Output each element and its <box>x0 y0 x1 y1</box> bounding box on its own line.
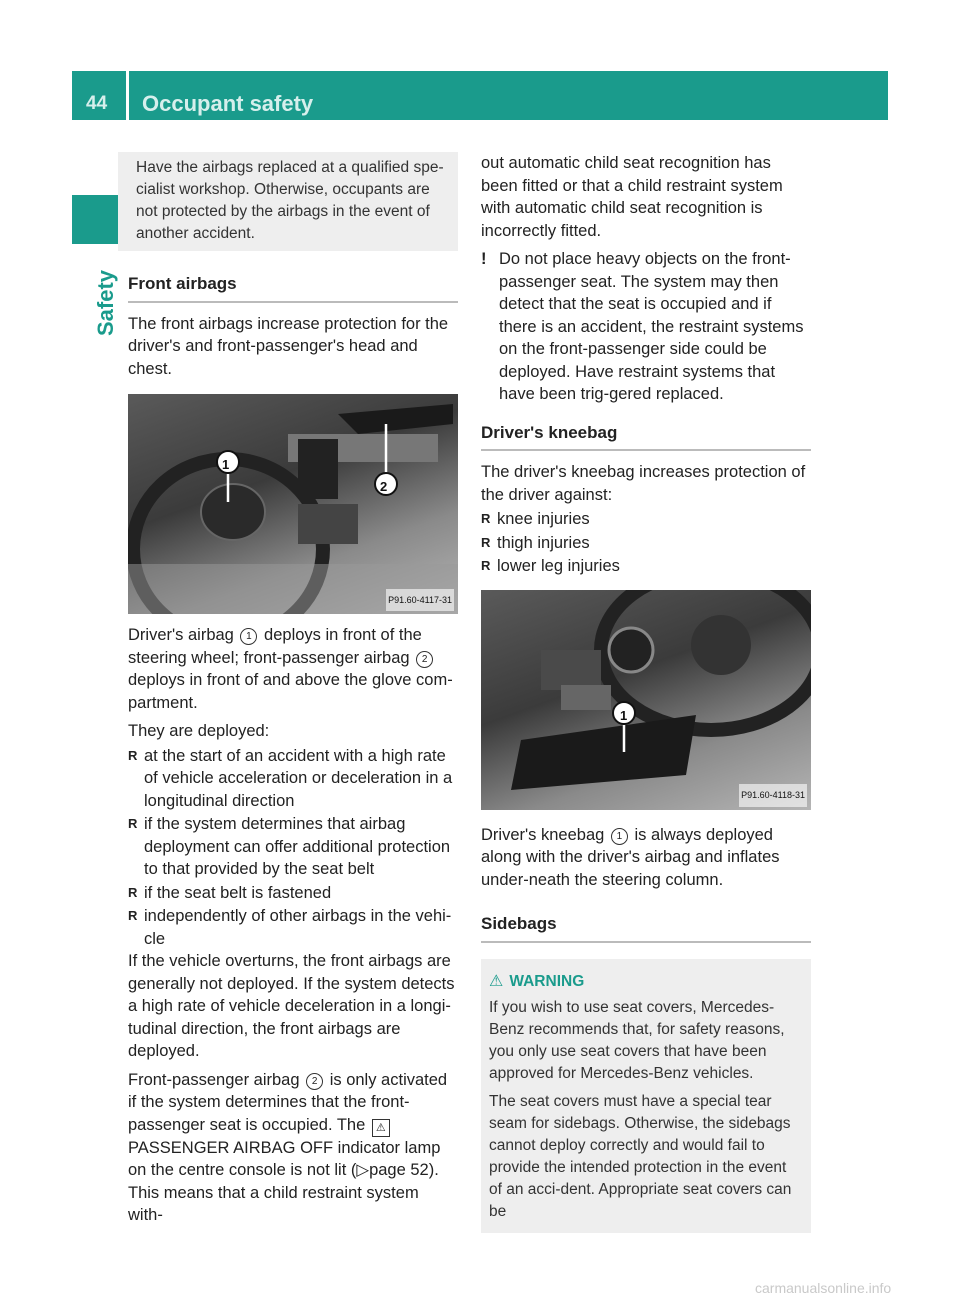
callout-ref-2: 2 <box>306 1073 323 1090</box>
header-bar <box>72 71 888 120</box>
caution-text: Do not place heavy objects on the front-passenger seat. The system may then detect that the seat is occupied and if there is an accident, the restraint systems on the front-passenger side could be deployed. Have restraint systems that have been trig-gered replaced. <box>499 250 804 403</box>
callout-ref-1: 1 <box>240 628 257 645</box>
callout-1: 1 <box>620 707 628 723</box>
fp-text-2: is only activated if the system determines that the front-passenger seat is occupied. The <box>128 1070 448 1134</box>
deployed-label: They are deployed: <box>128 722 270 740</box>
right-column <box>481 152 811 1233</box>
photo-code: P91.60-4118-31 <box>739 784 807 807</box>
warning-paragraph-1: If you wish to use seat covers, Mercedes-Benz recommends that, for safety reasons, you only use seat covers that have been approved for Mercedes-Benz vehicles. <box>489 998 785 1082</box>
photo-code: P91.60-4117-31 <box>386 589 454 612</box>
exclamation-icon: ! <box>481 250 487 268</box>
list-item: R thigh injuries <box>481 532 811 555</box>
driver-airbag-paragraph <box>128 624 458 714</box>
driver-airbag-text: Driver's airbag <box>128 626 234 644</box>
header-divider <box>126 71 129 120</box>
driver-airbag-text-2: deploys in front of the steering wheel; front-passenger airbag <box>128 626 422 667</box>
kneebag-photo <box>481 590 811 810</box>
fp-text-4: ). <box>428 1161 439 1179</box>
left-column <box>128 152 458 1233</box>
caution-note <box>481 248 811 406</box>
dashboard-illustration <box>128 394 458 614</box>
kneebag-intro: The driver's kneebag increases protection of the driver against: <box>481 463 806 504</box>
callout-ref-1: 1 <box>611 828 628 845</box>
callout-ref-2: 2 <box>416 651 433 668</box>
section-side-label <box>91 258 121 348</box>
kneebag-text: Driver's kneebag <box>481 825 605 844</box>
kneebag-text-2: is always deployed along with the driver's airbag and inflates under-neath the steering column. <box>481 825 780 889</box>
callout-2: 2 <box>380 479 388 494</box>
front-airbags-photo <box>128 394 458 614</box>
page-title: Occupant safety <box>142 91 314 116</box>
page-ref-arrow-icon: ▷ <box>356 1161 370 1179</box>
warning-header <box>489 971 801 993</box>
watermark: carmanualsonline.info <box>755 1280 892 1296</box>
kneebag-illustration <box>481 590 811 810</box>
note-box <box>118 152 458 251</box>
warning-box <box>481 959 811 1233</box>
kneebag-heading: Driver's kneebag <box>481 422 811 452</box>
list-item: R at the start of an accident with a high rate of vehicle acceleration or deceleration in a longitudinal direction <box>128 745 458 813</box>
note-text: Have the airbags replaced at a qualified spe-cialist workshop. Otherwise, occupants are not protected by the airbags in the event of another accident. <box>136 159 444 242</box>
warning-label: WARNING <box>509 972 585 990</box>
list-item: R knee injuries <box>481 508 811 531</box>
list-item: R independently of other airbags in the vehi-cle <box>128 905 458 950</box>
continued-paragraph: out automatic child seat recognition has been fitted or that a child restraint system with automatic child seat recognition is incorrectly fitted. <box>481 154 783 240</box>
fp-text: Front-passenger airbag <box>128 1070 300 1089</box>
section-side-label-text: Safety <box>93 269 118 337</box>
list-item: R if the seat belt is fastened <box>128 882 458 905</box>
page-ref-link[interactable]: page 52 <box>369 1161 429 1179</box>
section-tab-marker <box>72 195 121 244</box>
front-passenger-paragraph <box>128 1069 458 1182</box>
warning-paragraph-2: The seat covers must have a special tear seam for sidebags. Otherwise, the sidebags cannot deploy correctly and would fail to provide the intended protection in the event of an acci-dent. Appropriate seat covers can be <box>489 1092 792 1220</box>
kneebag-paragraph <box>481 824 811 892</box>
list-item: R lower leg injuries <box>481 555 811 578</box>
callout-1: 1 <box>222 457 230 472</box>
driver-airbag-text-3: deploys in front of and above the glove com-partment. <box>128 671 453 712</box>
passenger-airbag-off-icon: ⚠ <box>372 1119 390 1137</box>
overturn-paragraph: If the vehicle overturns, the front airbags are generally not deployed. If the system detects a high rate of vehicle deceleration in a longi-tudinal direction, the front airbags are deployed. <box>128 952 455 1060</box>
front-airbags-heading: Front airbags <box>128 273 458 303</box>
front-airbags-intro: The front airbags increase protection for the driver's and front-passenger's head and chest. <box>128 314 449 378</box>
sidebags-heading: Sidebags <box>481 913 811 943</box>
fp-text-3: PASSENGER AIRBAG OFF indicator lamp on the centre console is not lit ( <box>128 1138 441 1179</box>
page-number: 44 <box>86 93 108 114</box>
warning-triangle-icon: ⚠ <box>489 972 504 990</box>
child-restraint-line: This means that a child restraint system with- <box>128 1183 419 1224</box>
list-item: R if the system determines that airbag deployment can offer additional protection to that provided by the seat belt <box>128 813 458 881</box>
